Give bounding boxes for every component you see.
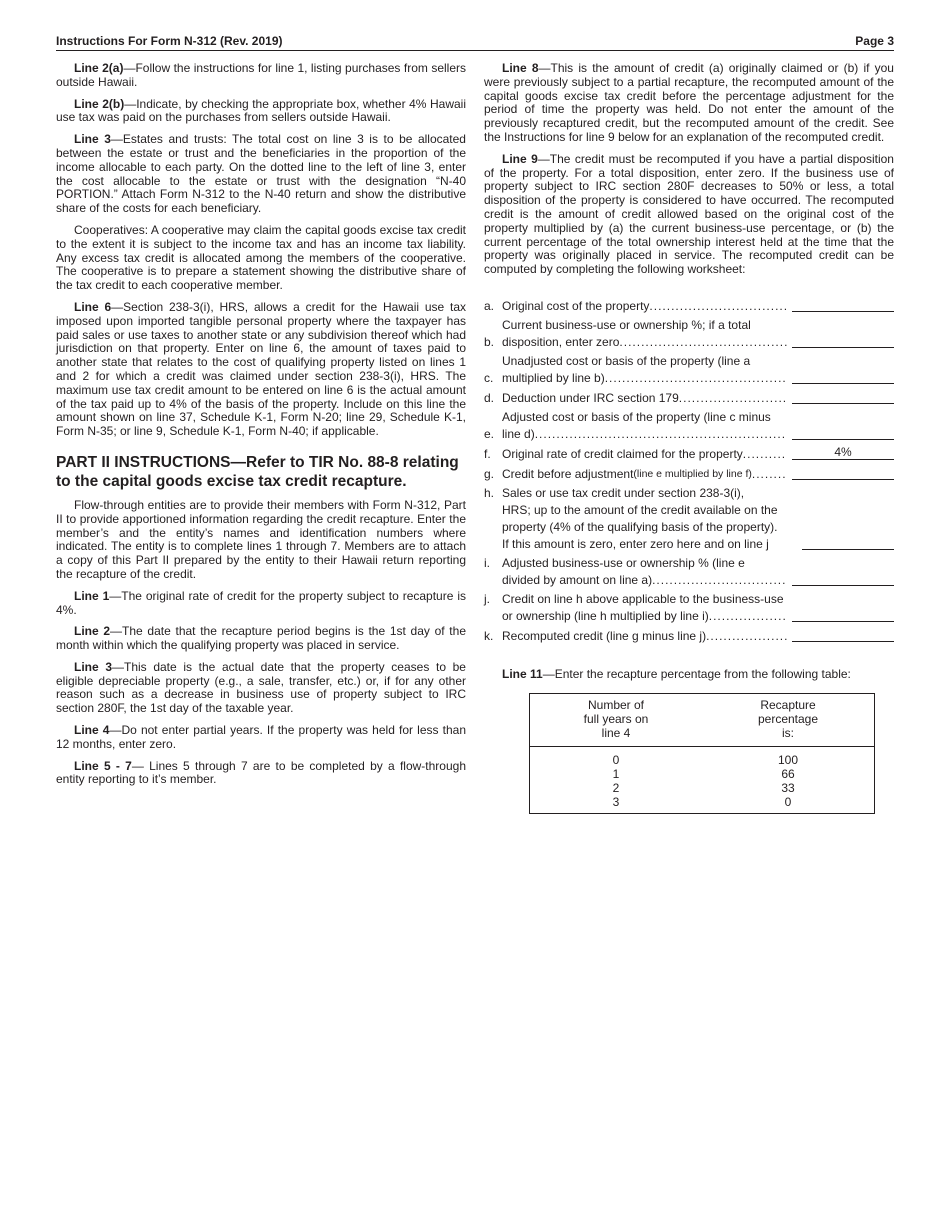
worksheet-field-h[interactable] — [802, 535, 894, 550]
part2-line-1-paragraph: Line 1—The original rate of credit for the property subject to recapture is 4%. — [56, 588, 466, 617]
line-8-paragraph: Line 8—This is the amount of credit (a) originally claimed or (b) if you were previously subject to a partial recapture, the recomputed amount of the capital goods excise tax credit before the percentage adjustment for the period of time the property was held. Do not enter the amount of the previously recaptured credit, but the recomputed amount of the credit. See the Instructions for line 9 below for an explanation of the recomputed credit. — [484, 61, 894, 144]
part2-line-2-paragraph: Line 2—The date that the recapture period begins is the 1st day of the month within which the qualifying property was placed in service. — [56, 624, 466, 653]
worksheet-field-i[interactable] — [792, 571, 894, 586]
percentage-column-header: Recapture percentage is: — [702, 693, 875, 746]
part2-line-3-paragraph: Line 3—This date is the actual date that the property ceases to be eligible depreciable property (e.g., a sale, transfer, etc.) or, if for any other reason such as a decrease in business use of property subject to IRC section 280F, the 1st day of the taxable year. — [56, 659, 466, 716]
worksheet-row-g: g. Credit before adjustment (line e multiplied by line f) ..... — [484, 465, 894, 483]
worksheet-row-i: i. Adjusted business-use or ownership % (line e divided by amount on line a) ..... — [484, 555, 894, 589]
worksheet-field-a[interactable] — [792, 297, 894, 312]
worksheet-row-b: b. Current business-use or ownership %; if a total disposition, enter zero ..... — [484, 317, 894, 351]
line-2a-paragraph: Line 2(a)—Follow the instructions for line 1, listing purchases from sellers outside Hawaii. — [56, 61, 467, 89]
worksheet-field-j[interactable] — [792, 607, 894, 622]
years-column-header: Number of full years on line 4 — [530, 693, 703, 746]
worksheet-field-e[interactable] — [792, 425, 894, 440]
line-11-paragraph: Line 11—Enter the recapture percentage from the following table: — [502, 666, 851, 681]
form-title: Instructions For Form N-312 (Rev. 2019) — [56, 34, 283, 48]
cooperatives-paragraph: Cooperatives: A cooperative may claim the capital goods excise tax credit to the extent it is subject to the income tax and has an income tax liability. Any excess tax credit is allocated among the members of the cooperative. The cooperative is to prepare a statement showing the distributive share of the tax credit to each cooperative member. — [56, 222, 466, 293]
worksheet-field-c[interactable] — [792, 369, 894, 384]
line-2b-paragraph: Line 2(b)—Indicate, by checking the appropriate box, whether 4% Hawaii use tax was paid on the purchases from sellers outside Hawaii. — [56, 96, 466, 125]
table-row: 3 0 — [612, 794, 792, 809]
worksheet-field-d[interactable] — [792, 389, 894, 404]
part2-line-4-paragraph: Line 4—Do not enter partial years. If the property was held for less than 12 months, enter zero. — [56, 723, 466, 751]
worksheet-row-h: h. Sales or use tax credit under section 238-3(i), HRS; up to the amount of the credit available on the property (4% of the qualifying basis of the property). If this amount is zero, enter zero here and on line j — [484, 485, 894, 553]
part-2-heading: PART II INSTRUCTIONS—Refer to TIR No. 88-8 relating to the capital goods excise tax credit recapture. — [56, 453, 459, 490]
worksheet-row-e: e. Adjusted cost or basis of the property (line c minus line d) ..... — [484, 409, 894, 443]
table-row: 1 66 — [612, 766, 795, 781]
recapture-percentage-table — [529, 693, 875, 814]
table-row: 2 33 — [612, 780, 795, 795]
worksheet-row-a: a. Original cost of the property ..... — [484, 297, 894, 315]
right-column — [484, 62, 894, 814]
worksheet-field-b[interactable] — [792, 333, 894, 348]
worksheet-field-f: 4% — [792, 445, 894, 460]
line-9-paragraph: Line 9—The credit must be recomputed if you have a partial disposition of the property. For a total disposition, enter zero. If the business use of property subject to IRC section 280F decreases to 50% or less, a total disposition of the property is considered to have occurred. The recomputed credit is the amount of credit allowed based on the original cost of the property multiplied by (a) the current business-use percentage, or (b) the current percentage of the total ownership interest held at the time that the property was originally placed in service. The recomputed credit can be computed by completing the following worksheet: — [484, 151, 894, 277]
worksheet-row-c: c. Unadjusted cost or basis of the property (line a multiplied by line b) ..... — [484, 353, 894, 387]
worksheet-row-j: j. Credit on line h above applicable to the business-use or ownership (line h multiplied by line i) ..... — [484, 591, 894, 625]
line-6-paragraph: Line 6—Section 238-3(i), HRS, allows a credit for the Hawaii use tax imposed upon imported tangible personal property where the taxpayer has paid sales or use taxes to another state or any subdivision thereof which had jurisdiction on that property. Enter on line 6, the amount of taxes paid to another state that relates to the cost of qualifying property listed on lines 1 and 2 for which a credit was claimed under section 238-3(i), HRS. The maximum use tax credit amount to be entered on line 6 is the actual amount of the tax paid up to 4% of the basis of the property. Include on this line the amount shown on line 37, Schedule K-1, Form N-20; line 29, Schedule K-1, Form N-35; or line 9, Schedule K-1, Form N-40; if applicable. — [56, 299, 466, 439]
worksheet-row-k: k. Recomputed credit (line g minus line j) ..... — [484, 627, 894, 645]
left-column — [56, 62, 466, 795]
worksheet-row-d: d. Deduction under IRC section 179 ..... — [484, 389, 894, 407]
recomputed-credit-worksheet — [484, 297, 894, 645]
page-number: Page 3 — [855, 34, 894, 48]
table-row: 0 100 — [612, 752, 799, 767]
worksheet-field-g[interactable] — [792, 465, 894, 480]
line-3-paragraph: Line 3—Estates and trusts: The total cost on line 3 is to be allocated between the estate or trust and the beneficiaries in the proportion of the income allocable to each party. On the dotted line to the left of line 3, enter the cost allocable to the estate or trust with the designation “N-40 PORTION.” Attach Form N-312 to the N-40 return and show the distributive share of the costs for each beneficiary. — [56, 132, 466, 216]
flow-through-paragraph: Flow-through entities are to provide their members with Form N-312, Part II to provide apportioned information regarding the credit recapture. Enter the member’s and the entity’s names and identification numbers where indicated. The entity is to complete lines 1 through 7. Members are to attach a copy of this Part II prepared by the entity to their Hawaii return reporting the recapture of the credit. — [56, 497, 466, 581]
worksheet-row-f: f. Original rate of credit claimed for the property ..... 4% — [484, 445, 894, 463]
worksheet-field-k[interactable] — [792, 627, 894, 642]
part2-line-5-7-paragraph: Line 5 - 7— Lines 5 through 7 are to be completed by a flow-through entity reporting to it’s member. — [56, 758, 466, 787]
page-header — [56, 34, 894, 51]
